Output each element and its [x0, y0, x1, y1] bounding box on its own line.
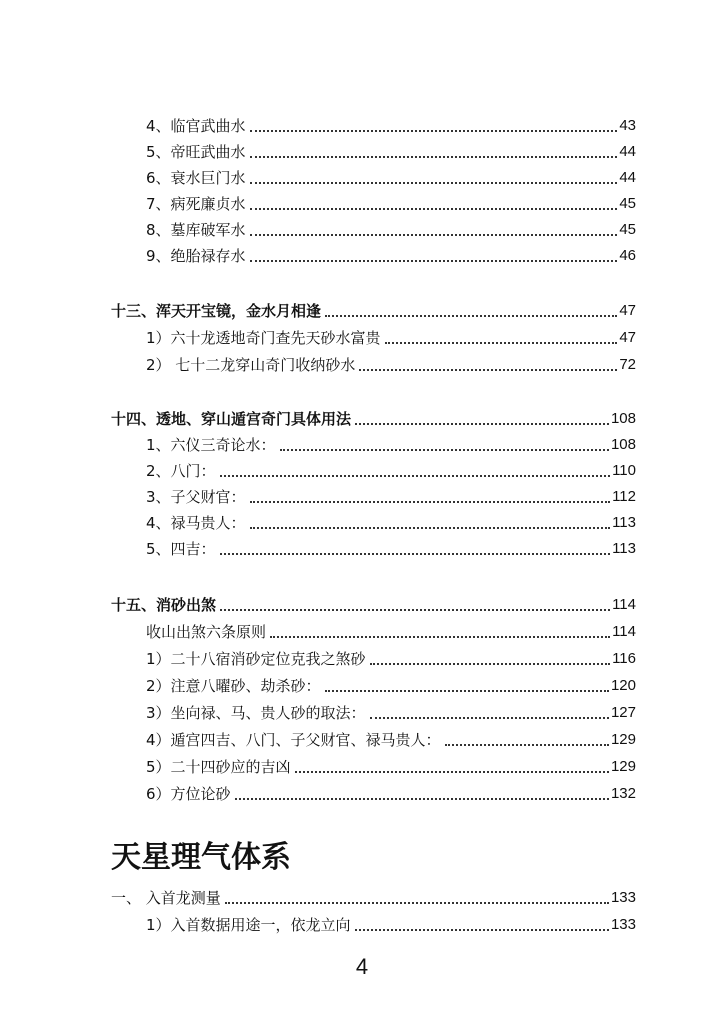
toc-entry	[0, 647, 724, 669]
toc-entry-page: 127	[610, 704, 636, 721]
dot-leader	[225, 902, 609, 904]
toc-entry	[0, 140, 724, 162]
page-number: 4	[355, 954, 369, 979]
dot-leader	[355, 929, 609, 931]
toc-entry-label: 4）遁宫四吉、八门、子父财官、禄马贵人：	[146, 731, 441, 749]
dot-leader	[250, 501, 611, 503]
toc-entry	[0, 353, 724, 375]
toc-entry-page: 72	[619, 356, 636, 373]
toc-entry-label: 4、禄马贵人：	[146, 514, 246, 532]
toc-entry	[0, 114, 724, 136]
toc-section-heading	[0, 299, 724, 321]
toc-entry-label: 9、绝胎禄存水	[146, 247, 246, 265]
toc-section-page: 114	[612, 596, 636, 613]
part-heading: 天星理气体系	[111, 840, 291, 875]
toc-entry-label: 5）二十四砂应的吉凶	[146, 758, 291, 776]
toc-entry-label: 收山出煞六条原则	[146, 623, 267, 641]
toc-entry-page: 44	[619, 143, 636, 160]
dot-leader	[250, 156, 618, 158]
toc-section-heading	[0, 407, 724, 429]
toc-entry	[0, 218, 724, 240]
dot-leader	[359, 369, 617, 371]
dot-leader	[250, 234, 618, 236]
toc-entry	[0, 782, 724, 804]
toc-entry-label: 1、六仪三奇论水：	[146, 436, 276, 454]
toc-entry-label: 2、八门：	[146, 462, 216, 480]
toc-section-label: 十五、消砂出煞	[111, 596, 217, 614]
toc-entry-page: 45	[619, 195, 636, 212]
toc-entry-label: 6）方位论砂	[146, 785, 231, 803]
dot-leader	[280, 449, 609, 451]
toc-entry	[0, 192, 724, 214]
toc-section-page: 133	[610, 889, 636, 906]
toc-entry	[0, 485, 724, 507]
toc-entry-page: 129	[610, 731, 636, 748]
toc-entry-page: 112	[612, 488, 636, 505]
toc-entry	[0, 511, 724, 533]
toc-entry-label: 3）坐向禄、马、贵人砂的取法：	[146, 704, 366, 722]
toc-entry-label: 3、子父财官：	[146, 488, 246, 506]
toc-entry-page: 113	[612, 514, 636, 531]
toc-entry	[0, 537, 724, 559]
toc-entry-label: 7、病死廉贞水	[146, 195, 246, 213]
toc-entry-page: 120	[610, 677, 636, 694]
dot-leader	[370, 663, 611, 665]
toc-section-heading	[0, 593, 724, 615]
toc-entry-page: 46	[619, 247, 636, 264]
toc-entry-page: 129	[610, 758, 636, 775]
toc-entry-page: 44	[619, 169, 636, 186]
toc-entry	[0, 728, 724, 750]
dot-leader	[445, 744, 609, 746]
toc-section-heading	[0, 886, 724, 908]
toc-entry	[0, 166, 724, 188]
toc-entry-label: 8、墓库破军水	[146, 221, 246, 239]
dot-leader	[295, 771, 609, 773]
toc-entry	[0, 701, 724, 723]
toc-entry-label: 2）注意八曜砂、劫杀砂：	[146, 677, 321, 695]
dot-leader	[270, 636, 610, 638]
toc-entry	[0, 620, 724, 642]
toc-section-label: 一、 入首龙测量	[111, 889, 221, 907]
toc-entry	[0, 459, 724, 481]
toc-entry-page: 133	[610, 916, 636, 933]
dot-leader	[355, 423, 609, 425]
toc-entry-page: 113	[612, 540, 636, 557]
toc-section-label: 十四、透地、穿山遁宫奇门具体用法	[111, 410, 352, 428]
dot-leader	[220, 475, 611, 477]
toc-entry-page: 108	[610, 436, 636, 453]
toc-entry-page: 45	[619, 221, 636, 238]
toc-entry-label: 6、衰水巨门水	[146, 169, 246, 187]
toc-entry-page: 47	[619, 329, 636, 346]
toc-section-page: 47	[619, 302, 636, 319]
toc-entry-page: 110	[612, 462, 636, 479]
toc-entry-label: 5、四吉：	[146, 540, 216, 558]
dot-leader	[250, 208, 618, 210]
dot-leader	[250, 527, 611, 529]
toc-entry-label: 2） 七十二龙穿山奇门收纳砂水	[146, 356, 356, 374]
toc-entry-page: 116	[612, 650, 636, 667]
toc-entry-label: 1）二十八宿消砂定位克我之煞砂	[146, 650, 366, 668]
toc-entry-label: 1）入首数据用途一，依龙立向	[146, 916, 351, 934]
toc-entry-label: 4、临官武曲水	[146, 117, 246, 135]
toc-entry	[0, 755, 724, 777]
toc-entry-page: 114	[612, 623, 636, 640]
dot-leader	[220, 609, 610, 611]
toc-section-label: 十三、浑天开宝镜，金水月相逢	[111, 302, 322, 320]
dot-leader	[220, 553, 611, 555]
toc-entry-label: 5、帝旺武曲水	[146, 143, 246, 161]
toc-entry-page: 132	[610, 785, 636, 802]
dot-leader	[250, 260, 618, 262]
toc-entry	[0, 244, 724, 266]
dot-leader	[325, 315, 617, 317]
toc-entry-page: 43	[619, 117, 636, 134]
toc-section-page: 108	[610, 410, 636, 427]
toc-entry-label: 1）六十龙透地奇门查先天砂水富贵	[146, 329, 381, 347]
toc-entry	[0, 913, 724, 935]
dot-leader	[235, 798, 609, 800]
dot-leader	[250, 130, 618, 132]
toc-entry	[0, 674, 724, 696]
toc-entry	[0, 433, 724, 455]
dot-leader	[250, 182, 618, 184]
dot-leader	[370, 717, 609, 719]
dot-leader	[325, 690, 609, 692]
toc-entry	[0, 326, 724, 348]
dot-leader	[385, 342, 618, 344]
